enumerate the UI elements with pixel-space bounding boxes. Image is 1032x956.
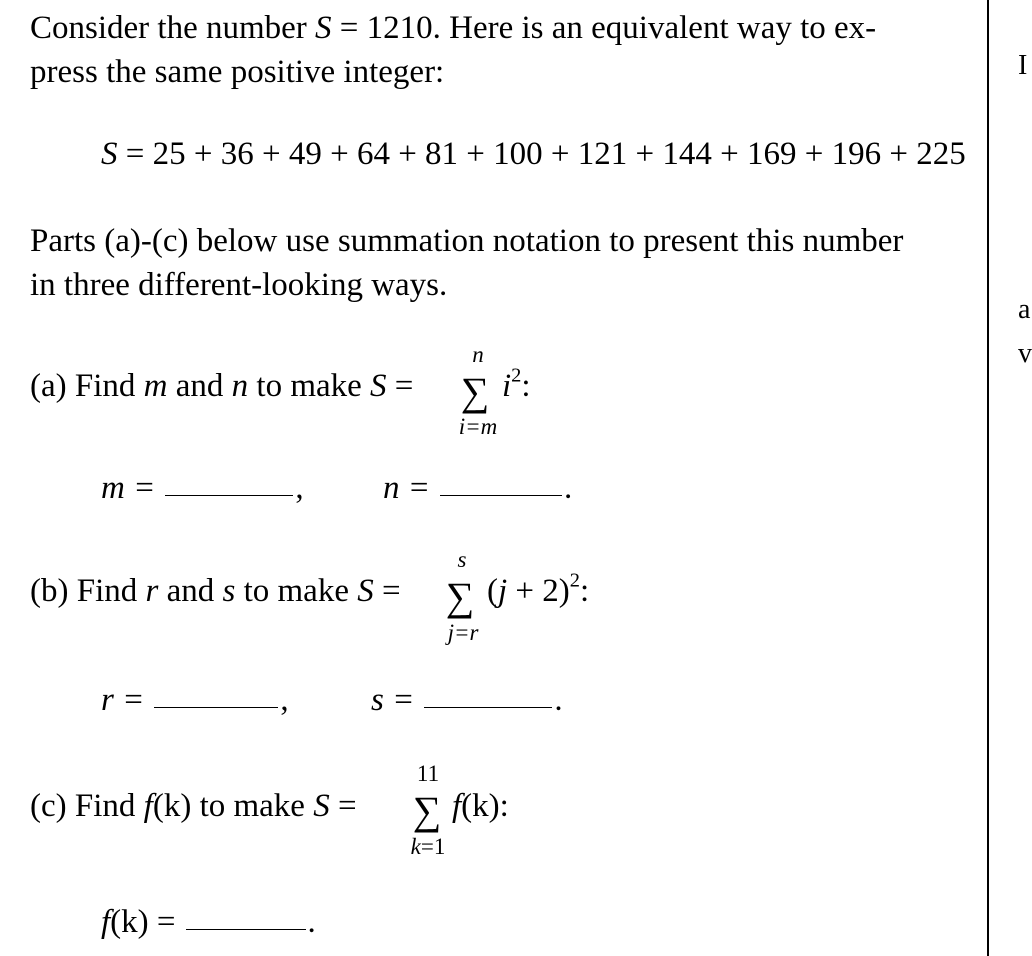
answer-m: m = , [101, 470, 304, 506]
answer-r-label: r = [101, 682, 145, 718]
answer-f-label: f(k) = [101, 904, 176, 940]
answer-f-blank[interactable] [186, 929, 306, 930]
var-s: s [222, 573, 236, 609]
part-b-lower-limit: j=r [447, 620, 479, 645]
part-b-statement: (b) Find r and s to make S = [30, 573, 401, 609]
part-c-statement: (c) Find f(k) to make S = [30, 788, 357, 824]
sum-expansion-equation [101, 136, 966, 173]
answer-s-blank[interactable] [424, 707, 552, 708]
equation-rhs: = 25 + 36 + 49 + 64 + 81 + 100 + 121 + 144 + 169 + 196 + 225 [117, 136, 966, 172]
answer-s: s = . [371, 682, 563, 718]
var-m: m [143, 368, 168, 404]
sigma-icon: ∑ [460, 369, 490, 414]
answer-f-of-k: f(k) = . [101, 904, 316, 940]
var-n: n [231, 368, 249, 404]
parts-intro-line-2: in three different-looking ways. [30, 267, 448, 303]
clipped-glyph: I [1018, 50, 1028, 81]
column-divider [987, 0, 989, 956]
part-b-summand: $(j + 2)^2$: [487, 569, 590, 609]
intro-paragraph [30, 6, 876, 94]
answer-r-blank[interactable] [154, 707, 278, 708]
answer-n-label: n = [383, 470, 431, 506]
part-a-statement: (a) Find m and n to make S = [30, 368, 414, 404]
part-a-upper-limit: n [472, 342, 484, 367]
parts-intro-paragraph [30, 219, 903, 307]
sigma-icon: ∑ [445, 574, 475, 619]
answer-m-blank[interactable] [165, 495, 293, 496]
clipped-glyph: a [1018, 294, 1031, 325]
part-b-upper-limit: s [457, 547, 467, 572]
var-r: r [145, 573, 159, 609]
variable-S: S [315, 10, 332, 46]
clipped-glyph: v [1018, 338, 1032, 369]
answer-m-label: m = [101, 470, 156, 506]
part-c-upper-limit: 11 [416, 761, 440, 786]
part-c-lower-limit: k=1 [410, 834, 446, 859]
intro-line-1: Consider the number S = 1210. Here is an equivalent way to ex- [30, 10, 877, 46]
equation-lhs: S [101, 136, 118, 172]
answer-n: n = . [383, 470, 573, 506]
intro-line-2: press the same positive integer: [30, 54, 445, 90]
parts-intro-line-1: Parts (a)-(c) below use summation notation to present this number [30, 223, 904, 259]
part-a-lower-limit: i=m [458, 414, 498, 439]
sigma-icon: ∑ [412, 788, 442, 833]
answer-r: r = , [101, 682, 289, 718]
part-c-summand: f(k): [452, 788, 509, 824]
answer-n-blank[interactable] [440, 495, 562, 496]
answer-s-label: s = [371, 682, 415, 718]
part-a-summand: $i^2$: [502, 364, 531, 404]
